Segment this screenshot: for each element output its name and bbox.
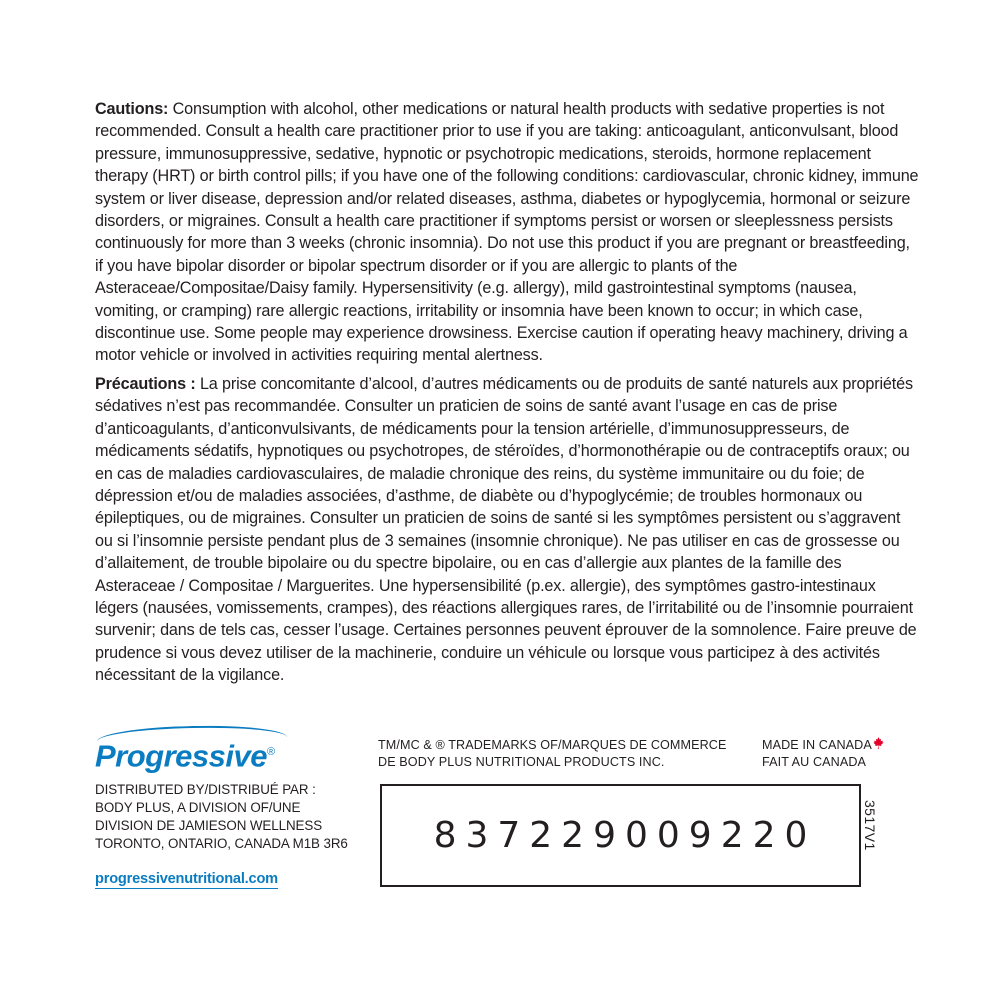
distributed-line-4: TORONTO, ONTARIO, CANADA M1B 3R6 [95, 836, 348, 851]
label-text-panel [95, 98, 920, 687]
distributor-address [95, 781, 348, 853]
brand-name-text: Progressive [95, 738, 267, 774]
made-in-canada [762, 737, 872, 770]
trademark-notice [378, 737, 727, 770]
cautions-body-fr: La prise concomitante d’alcool, d’autres médicaments ou de produits de santé naturels aux propriétés sédatives n’est pas recommandée. Consulter un praticien de soins de santé avant l’usage en cas de prise d’anticoagulants, d’anticonvulsivants, de médicaments pour la tension artérielle, d’immunosuppresseurs, de médicaments sédatifs, hypnotiques ou psychotropes, de stéroïdes, d’hormonothérapie ou de contraceptifs oraux; ou en cas de maladies cardiovasculaires, de maladie chronique des reins, du système immunitaire ou du foie; de dépression et/ou de maladies associées, d’asthme, de diabète ou d’hypoglycémie; de troubles hormonaux ou épileptiques, ou de migraines. Consulter un praticien de soins de santé si les symptômes persistent ou s’aggravent ou si l’insomnie persiste pendant plus de 3 semaines (insomnie chronique). Ne pas utiliser en cas de grossesse ou d’allaitement, de trouble bipolaire ou du spectre bipolaire, ou en cas d’allergie aux plantes de la famille des Asteraceae / Compositae / Marguerites. Une hypersensibilité (p.ex. allergie), des symptômes gastro-intestinaux légers (nausées, vomissements, crampes), des réactions allergiques rares, de l’irritabilité ou de l’insomnie pourraient survenir; dans de tels cas, cesser l’usage. Certaines personnes peuvent éprouver de la somnolence. Faire preuve de prudence si vous devez utiliser de la machinerie, conduire un véhicule ou lorsque vous participez à des activités nécessitant de la vigilance. [95, 374, 917, 685]
distributed-line-2: BODY PLUS, A DIVISION OF/UNE [95, 800, 301, 815]
cautions-paragraph-fr [95, 373, 920, 687]
cautions-heading-fr: Précautions : [95, 374, 196, 393]
trademark-line-2: DE BODY PLUS NUTRITIONAL PRODUCTS INC. [378, 754, 665, 769]
barcode-number: 837229009220 [433, 815, 817, 856]
cautions-heading-en: Cautions: [95, 100, 169, 118]
lot-version-code: 3517V1 [862, 800, 878, 851]
cautions-paragraph-en [95, 98, 920, 367]
progressive-logo [95, 735, 275, 773]
maple-leaf-icon [870, 736, 887, 753]
made-line-2: FAIT AU CANADA [762, 754, 867, 769]
barcode-box [380, 784, 861, 887]
distributed-line-1: DISTRIBUTED BY/DISTRIBUÉ PAR : [95, 782, 316, 797]
registered-mark: ® [267, 746, 275, 758]
brand-block [95, 735, 345, 773]
cautions-body-en: Consumption with alcohol, other medications or natural health products with sedative properties is not recommended. Consult a health care practitioner prior to use if you are taking: anticoagulant, anticonvulsant, blood pressure, immunosuppressive, sedative, hypnotic or psychotropic medications, steroids, hormone replacement therapy (HRT) or birth control pills; if you have one of the following conditions: cardiovascular, chronic kidney, immune system or liver disease, depression and/or related diseases, asthma, diabetes or hypoglycemia, hormonal or seizure disorders, or migraines. Consult a health care practitioner if symptoms persist or worsen or sleeplessness persists continuously for more than 3 weeks (chronic insomnia). Do not use this product if you are pregnant or breastfeeding, if you have bipolar disorder or bipolar spectrum disorder or if you are allergic to plants of the Asteraceae/Compositae/Daisy family. Hypersensitivity (e.g. allergy), mild gastrointestinal symptoms (nausea, vomiting, or cramping) rare allergic reactions, irritability or insomnia have been known to occur; in which case, discontinue use. Some people may experience drowsiness. Exercise caution if operating heavy machinery, driving a motor vehicle or involved in activities requiring mental alertness. [95, 100, 919, 365]
trademark-line-1: TM/MC & ® TRADEMARKS OF/MARQUES DE COMMERCE [378, 738, 727, 752]
footer-block [95, 735, 925, 910]
made-line-1: MADE IN CANADA [762, 738, 872, 752]
website-link[interactable]: progressivenutritional.com [95, 871, 278, 887]
distributed-line-3: DIVISION DE JAMIESON WELLNESS [95, 818, 323, 833]
